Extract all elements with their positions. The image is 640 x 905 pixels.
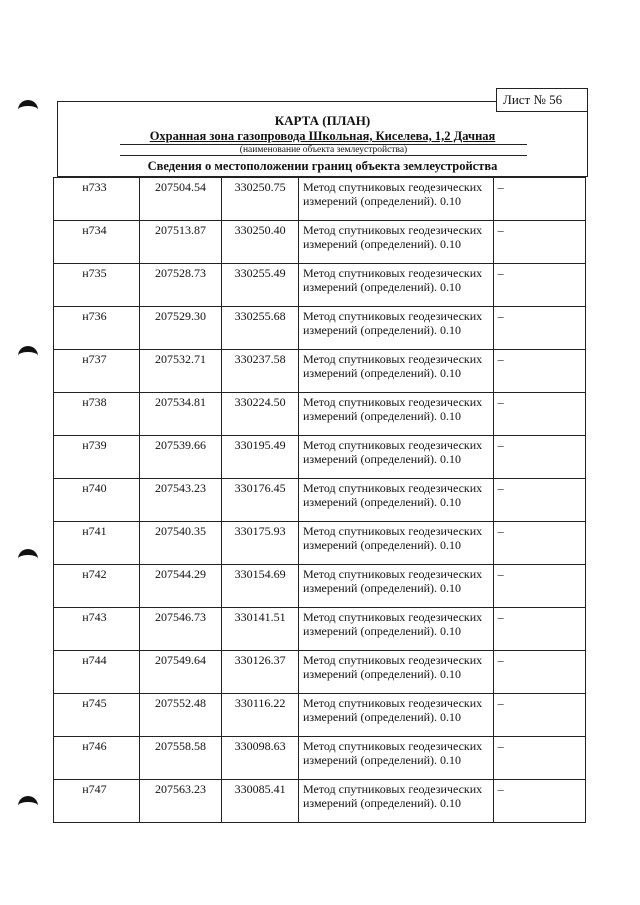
coord-x: 207549.64 bbox=[139, 651, 222, 694]
table-row bbox=[54, 436, 586, 479]
note-cell: – bbox=[493, 522, 585, 565]
note-cell: – bbox=[493, 221, 585, 264]
coord-y: 330255.49 bbox=[222, 264, 299, 307]
method-cell: Метод спутниковых геодезических измерений (определений). 0.10 bbox=[298, 307, 493, 350]
method-cell: Метод спутниковых геодезических измерений (определений). 0.10 bbox=[298, 479, 493, 522]
note-cell: – bbox=[493, 307, 585, 350]
note-cell: – bbox=[493, 436, 585, 479]
coord-x: 207504.54 bbox=[139, 178, 222, 221]
coord-y: 330175.93 bbox=[222, 522, 299, 565]
point-id: н743 bbox=[54, 608, 140, 651]
point-id: н742 bbox=[54, 565, 140, 608]
coord-x: 207513.87 bbox=[139, 221, 222, 264]
coord-y: 330250.75 bbox=[222, 178, 299, 221]
coord-x: 207546.73 bbox=[139, 608, 222, 651]
table-row bbox=[54, 737, 586, 780]
point-id: н746 bbox=[54, 737, 140, 780]
section-title: Сведения о местоположении границ объекта землеустройства bbox=[58, 156, 587, 177]
table-row bbox=[54, 264, 586, 307]
table-row bbox=[54, 694, 586, 737]
note-cell: – bbox=[493, 178, 585, 221]
method-cell: Метод спутниковых геодезических измерений (определений). 0.10 bbox=[298, 565, 493, 608]
coord-y: 330250.40 bbox=[222, 221, 299, 264]
table-row bbox=[54, 651, 586, 694]
table-row bbox=[54, 780, 586, 823]
method-cell: Метод спутниковых геодезических измерений (определений). 0.10 bbox=[298, 221, 493, 264]
table-row bbox=[54, 479, 586, 522]
coord-x: 207543.23 bbox=[139, 479, 222, 522]
coord-y: 330224.50 bbox=[222, 393, 299, 436]
document-header bbox=[57, 111, 588, 177]
punch-hole-mark bbox=[18, 549, 38, 563]
coord-y: 330141.51 bbox=[222, 608, 299, 651]
table-row bbox=[54, 522, 586, 565]
coord-x: 207563.23 bbox=[139, 780, 222, 823]
coord-x: 207544.29 bbox=[139, 565, 222, 608]
point-id: н735 bbox=[54, 264, 140, 307]
sheet-number: Лист № 56 bbox=[496, 88, 588, 112]
note-cell: – bbox=[493, 608, 585, 651]
punch-hole-mark bbox=[18, 100, 38, 114]
method-cell: Метод спутниковых геодезических измерений (определений). 0.10 bbox=[298, 264, 493, 307]
table-row bbox=[54, 221, 586, 264]
page-title: КАРТА (ПЛАН) bbox=[274, 113, 371, 128]
point-id: н741 bbox=[54, 522, 140, 565]
point-id: н738 bbox=[54, 393, 140, 436]
point-id: н744 bbox=[54, 651, 140, 694]
point-id: н747 bbox=[54, 780, 140, 823]
coordinates-table bbox=[53, 177, 586, 823]
point-id: н745 bbox=[54, 694, 140, 737]
table-row bbox=[54, 608, 586, 651]
table-row bbox=[54, 350, 586, 393]
point-id: н736 bbox=[54, 307, 140, 350]
coord-x: 207558.58 bbox=[139, 737, 222, 780]
method-cell: Метод спутниковых геодезических измерений (определений). 0.10 bbox=[298, 780, 493, 823]
coord-y: 330195.49 bbox=[222, 436, 299, 479]
coord-y: 330176.45 bbox=[222, 479, 299, 522]
table-row bbox=[54, 307, 586, 350]
note-cell: – bbox=[493, 780, 585, 823]
coord-y: 330126.37 bbox=[222, 651, 299, 694]
note-cell: – bbox=[493, 694, 585, 737]
method-cell: Метод спутниковых геодезических измерений (определений). 0.10 bbox=[298, 694, 493, 737]
point-id: н733 bbox=[54, 178, 140, 221]
punch-hole-mark bbox=[18, 796, 38, 810]
note-cell: – bbox=[493, 737, 585, 780]
coord-x: 207529.30 bbox=[139, 307, 222, 350]
coord-x: 207528.73 bbox=[139, 264, 222, 307]
coord-y: 330154.69 bbox=[222, 565, 299, 608]
method-cell: Метод спутниковых геодезических измерений (определений). 0.10 bbox=[298, 178, 493, 221]
coord-x: 207552.48 bbox=[139, 694, 222, 737]
punch-hole-mark bbox=[18, 346, 38, 360]
coord-y: 330116.22 bbox=[222, 694, 299, 737]
table-row bbox=[54, 565, 586, 608]
coord-x: 207539.66 bbox=[139, 436, 222, 479]
object-name: Охранная зона газопровода Школьная, Киселева, 1,2 Дачная bbox=[149, 129, 496, 143]
coord-x: 207532.71 bbox=[139, 350, 222, 393]
method-cell: Метод спутниковых геодезических измерений (определений). 0.10 bbox=[298, 436, 493, 479]
method-cell: Метод спутниковых геодезических измерений (определений). 0.10 bbox=[298, 737, 493, 780]
note-cell: – bbox=[493, 565, 585, 608]
point-id: н740 bbox=[54, 479, 140, 522]
method-cell: Метод спутниковых геодезических измерений (определений). 0.10 bbox=[298, 608, 493, 651]
method-cell: Метод спутниковых геодезических измерений (определений). 0.10 bbox=[298, 522, 493, 565]
note-cell: – bbox=[493, 264, 585, 307]
coord-y: 330098.63 bbox=[222, 737, 299, 780]
coord-x: 207534.81 bbox=[139, 393, 222, 436]
coord-y: 330085.41 bbox=[222, 780, 299, 823]
note-cell: – bbox=[493, 651, 585, 694]
point-id: н734 bbox=[54, 221, 140, 264]
coord-x: 207540.35 bbox=[139, 522, 222, 565]
note-cell: – bbox=[493, 350, 585, 393]
table-row bbox=[54, 178, 586, 221]
coord-y: 330255.68 bbox=[222, 307, 299, 350]
point-id: н737 bbox=[54, 350, 140, 393]
object-name-caption: (наименование объекта землеустройства) bbox=[120, 144, 527, 156]
method-cell: Метод спутниковых геодезических измерений (определений). 0.10 bbox=[298, 350, 493, 393]
note-cell: – bbox=[493, 479, 585, 522]
table-row bbox=[54, 393, 586, 436]
coord-y: 330237.58 bbox=[222, 350, 299, 393]
note-cell: – bbox=[493, 393, 585, 436]
method-cell: Метод спутниковых геодезических измерений (определений). 0.10 bbox=[298, 651, 493, 694]
method-cell: Метод спутниковых геодезических измерений (определений). 0.10 bbox=[298, 393, 493, 436]
point-id: н739 bbox=[54, 436, 140, 479]
